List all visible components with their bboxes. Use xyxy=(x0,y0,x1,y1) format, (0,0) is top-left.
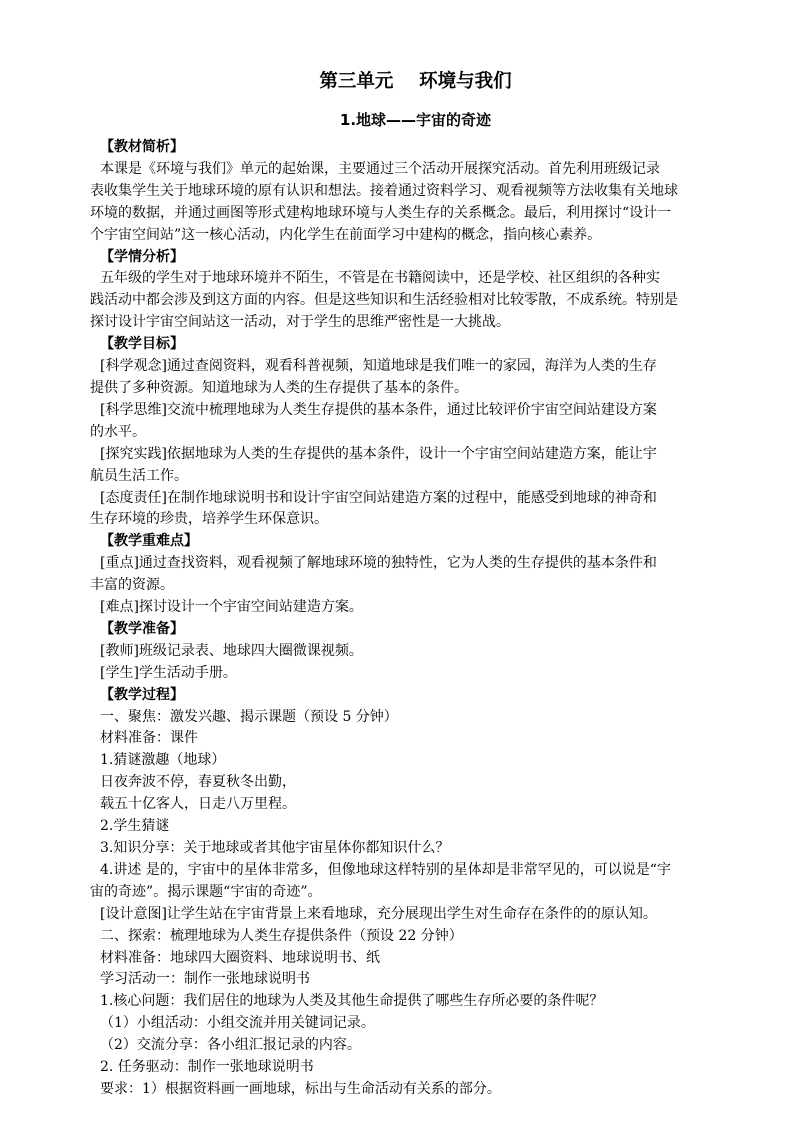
paragraph-line: 1.猜谜激趣（地球） xyxy=(100,752,226,769)
paragraph-line: 要求：1）根据资料画一画地球，标出与生命活动有关系的部分。 xyxy=(100,1080,501,1097)
paragraph-line: 个宇宙空间站”这一核心活动，内化学生在前面学习中建构的概念，指向核心素养。 xyxy=(90,226,602,243)
document-page xyxy=(90,70,735,1101)
paragraph-line: 载五十亿客人，日走八万里程。 xyxy=(100,796,296,813)
paragraph-line: 2.学生猜谜 xyxy=(100,818,170,835)
paragraph-line: [科学观念]通过查阅资料，观看科普视频，知道地球是我们唯一的家园，海洋为人类的生存 xyxy=(100,358,657,375)
section-heading: 【教学过程】 xyxy=(100,686,184,703)
paragraph-line: （1）小组活动：小组交流并用关键词记录。 xyxy=(100,1015,375,1032)
paragraph-line: 探讨设计宇宙空间站这一活动，对于学生的思维严密性是一大挑战。 xyxy=(90,314,510,331)
document-body xyxy=(90,137,735,1101)
paragraph-line: 环境的数据，并通过画图等形式建构地球环境与人类生存的关系概念。最后，利用探讨“设计一 xyxy=(90,204,672,221)
paragraph-line: 五年级的学生对于地球环境并不陌生，不管是在书籍阅读中，还是学校、社区组织的各种实 xyxy=(100,270,660,287)
paragraph-line: [态度责任]在制作地球说明书和设计宇宙空间站建造方案的过程中，能感受到地球的神奇和 xyxy=(100,489,657,506)
paragraph-line: 本课是《环境与我们》单元的起始课，主要通过三个活动开展探究活动。首先利用班级记录 xyxy=(100,160,660,177)
paragraph-line: 一、聚焦：激发兴趣、揭示课题（预设 5 分钟） xyxy=(100,708,398,725)
paragraph-line: 4.讲述 是的，宇宙中的星体非常多，但像地球这样特别的星体却是非常罕见的，可以说是“宇 xyxy=(100,861,671,878)
paragraph-line: 表收集学生关于地球环境的原有认识和想法。接着通过资料学习、观看视频等方法收集有关地球 xyxy=(90,182,678,199)
paragraph-line: 提供了多种资源。知道地球为人类的生存提供了基本的条件。 xyxy=(90,379,468,396)
paragraph-line: [难点]探讨设计一个宇宙空间站建造方案。 xyxy=(100,599,363,616)
section-heading: 【教学重难点】 xyxy=(100,533,198,550)
paragraph-line: 1.核心问题：我们居住的地球为人类及其他生命提供了哪些生存所必要的条件呢？ xyxy=(100,993,604,1010)
unit-title: 第三单元 环境与我们 xyxy=(319,71,512,92)
paragraph-line: [教师]班级记录表、地球四大圈微课视频。 xyxy=(100,642,363,659)
paragraph-line: 3.知识分享：关于地球或者其他宇宙星体你都知识什么？ xyxy=(100,840,450,856)
paragraph-line: [重点]通过查找资料，观看视频了解地球环境的独特性，它为人类的生存提供的基本条件和 xyxy=(100,555,657,572)
paragraph-line: [探究实践]依据地球为人类的生存提供的基本条件，设计一个宇宙空间站建造方案，能让宇 xyxy=(100,445,657,462)
section-heading: 【教学目标】 xyxy=(100,336,184,353)
paragraph-line: 学习活动一：制作一张地球说明书 xyxy=(100,971,310,988)
paragraph-line: [设计意图]让学生站在宇宙背景上来看地球，充分展现出学生对生命存在条件的的原认知。 xyxy=(100,905,657,922)
paragraph-line: 的水平。 xyxy=(90,423,146,440)
paragraph-line: 材料准备：地球四大圈资料、地球说明书、纸 xyxy=(100,949,380,966)
paragraph-line: 航员生活工作。 xyxy=(90,467,188,484)
paragraph-line: 丰富的资源。 xyxy=(90,577,174,594)
paragraph-line: [学生]学生活动手册。 xyxy=(100,664,237,681)
section-heading: 【教学准备】 xyxy=(100,620,184,637)
paragraph-line: [科学思维]交流中梳理地球为人类生存提供的基本条件，通过比较评价宇宙空间站建设方案 xyxy=(100,401,657,418)
lesson-title: 1.地球——宇宙的奇迹 xyxy=(339,111,492,129)
paragraph-line: 二、探索：梳理地球为人类生存提供条件（预设 22 分钟） xyxy=(100,927,463,944)
paragraph-line: 宙的奇迹”。揭示课题“宇宙的奇迹”。 xyxy=(90,883,322,900)
paragraph-line: 生存环境的珍贵，培养学生环保意识。 xyxy=(90,511,328,528)
paragraph-line: 2. 任务驱动：制作一张地球说明书 xyxy=(100,1059,314,1076)
paragraph-line: （2）交流分享：各小组汇报记录的内容。 xyxy=(100,1037,361,1054)
paragraph-line: 材料准备：课件 xyxy=(100,730,198,747)
section-heading: 【教材简析】 xyxy=(100,139,184,155)
paragraph-line: 日夜奔波不停，春夏秋冬出勤， xyxy=(100,774,296,791)
paragraph-line: 践活动中都会涉及到这方面的内容。但是这些知识和生活经验相对比较零散，不成系统。特别是 xyxy=(90,292,678,309)
section-heading: 【学情分析】 xyxy=(100,248,184,265)
